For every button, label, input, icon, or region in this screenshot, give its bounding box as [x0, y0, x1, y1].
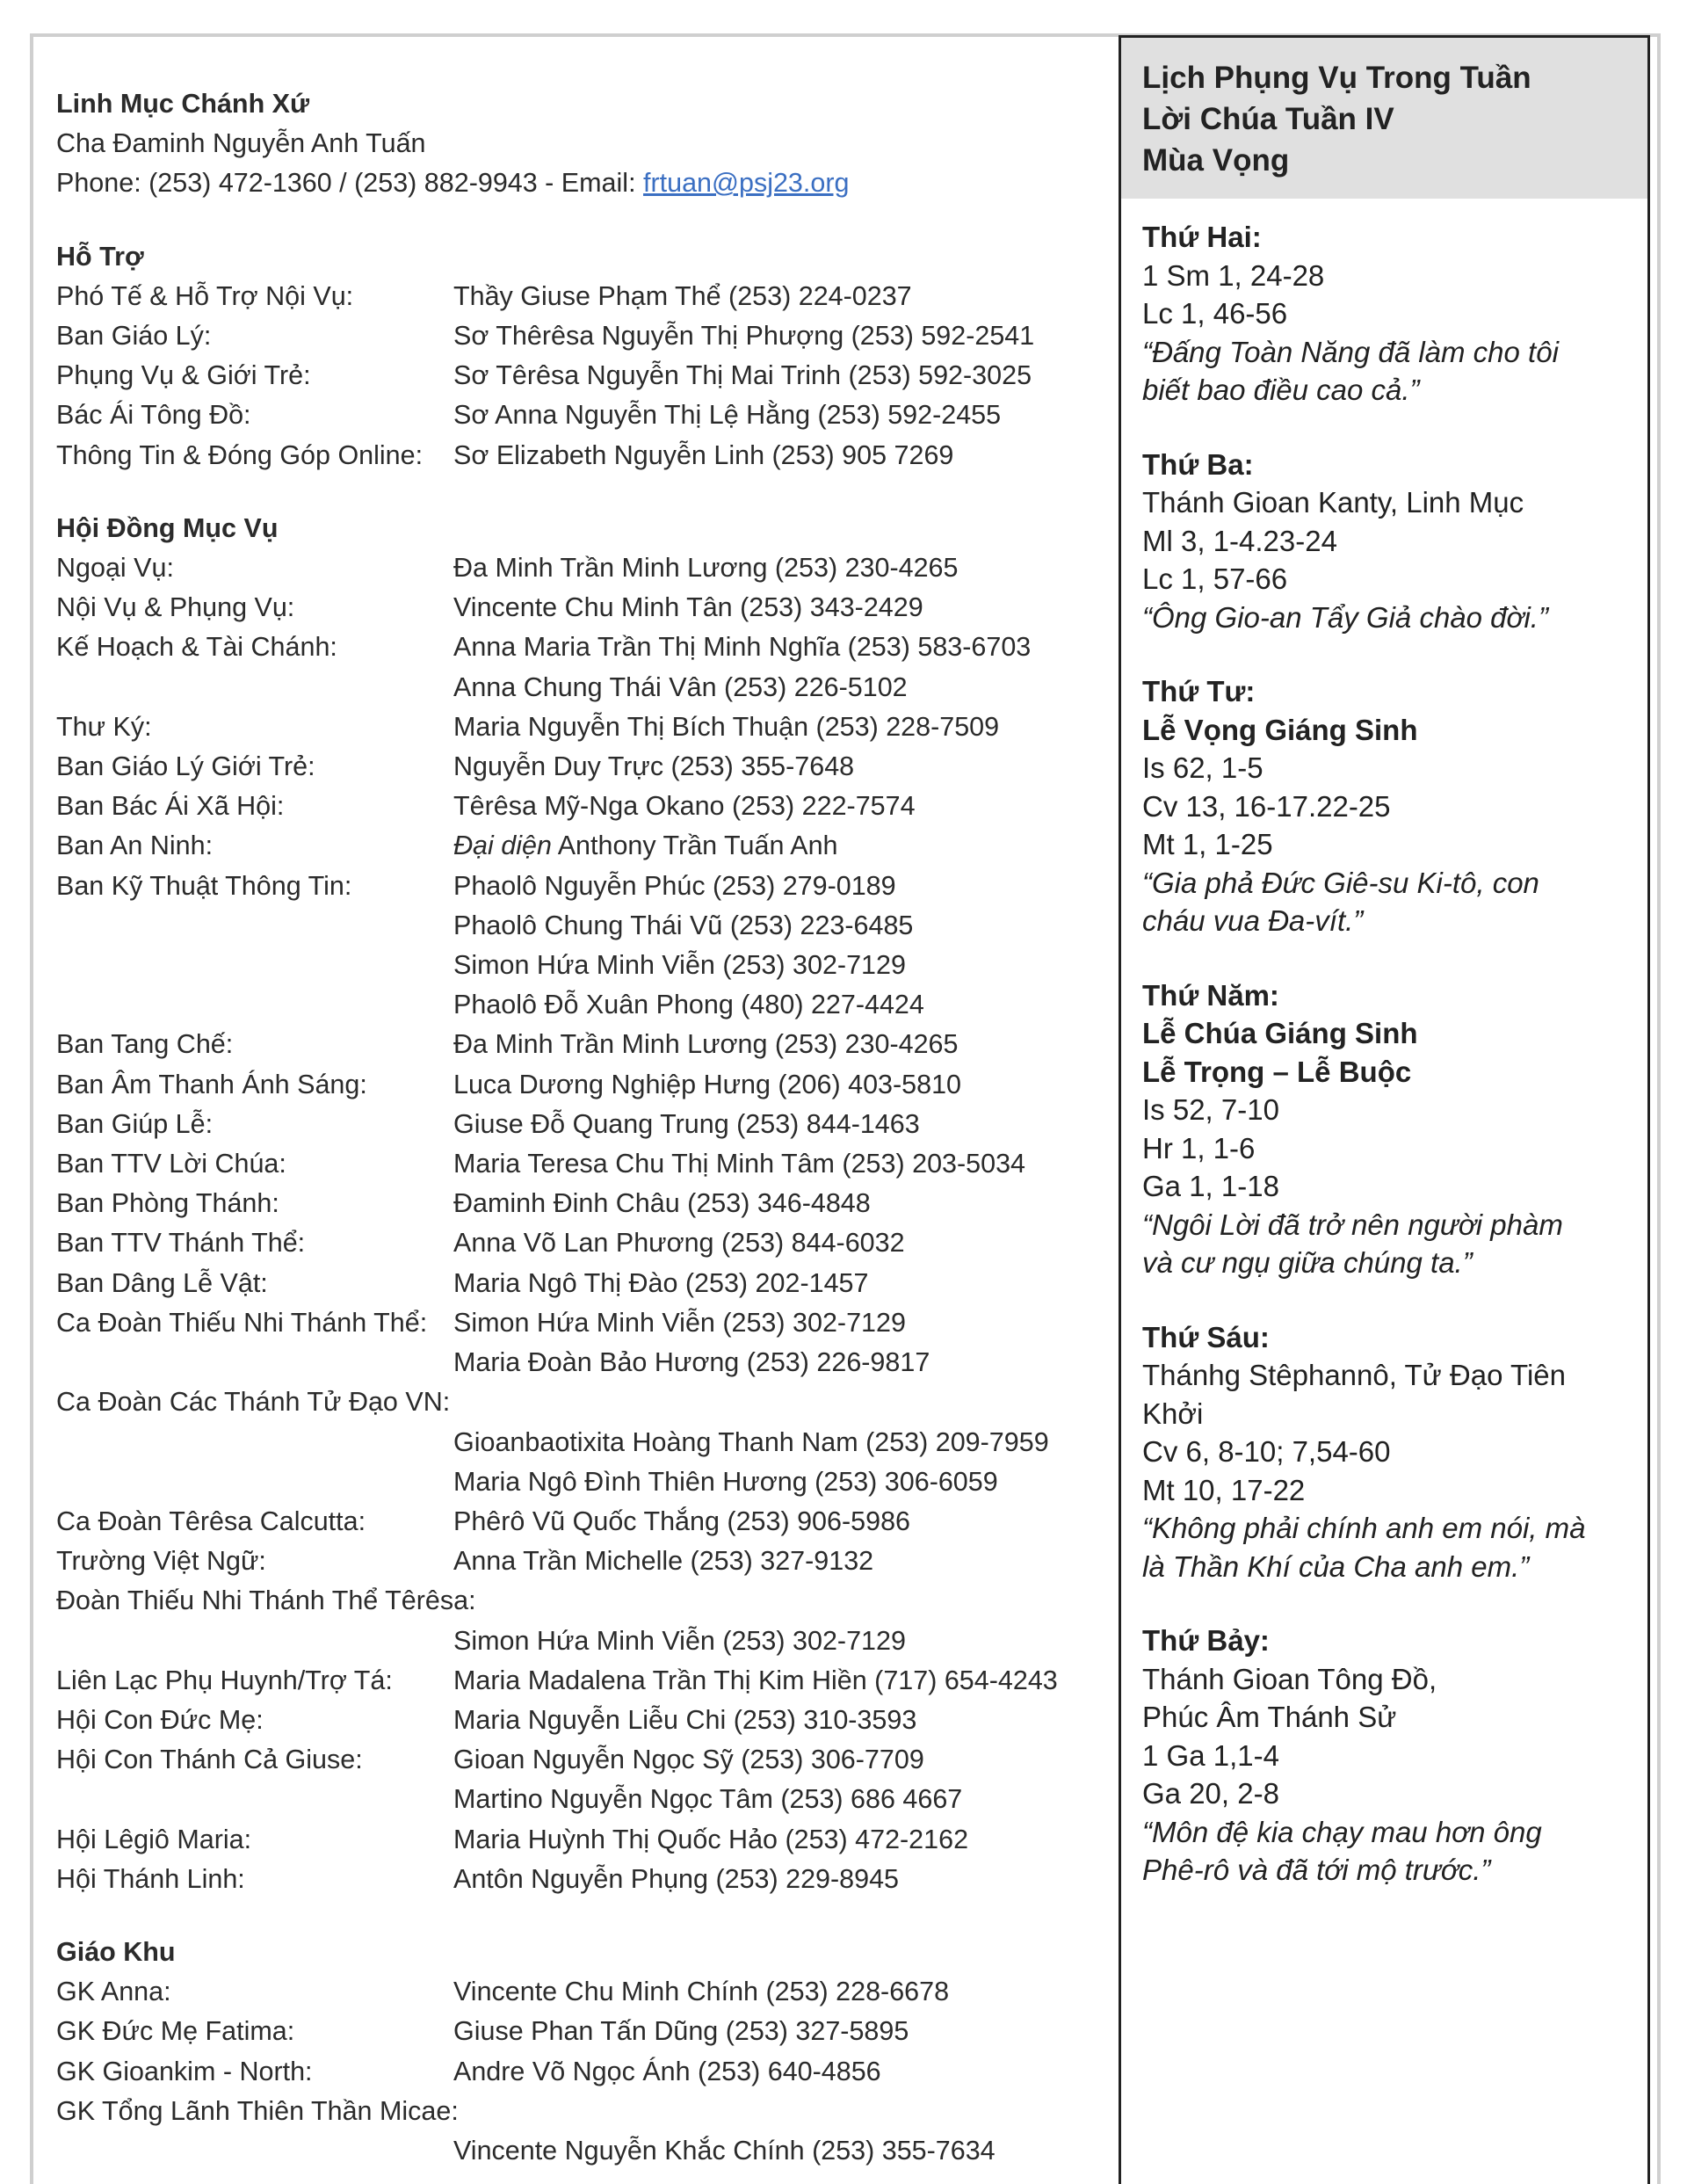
directory-person — [453, 1661, 1058, 1701]
directory-role — [56, 946, 453, 985]
gospel-quote: “Môn đệ kia chạy mau hơn ông — [1142, 1815, 1542, 1848]
directory-person-name: Simon Hứa Minh Viễn (253) 302-7129 — [453, 950, 906, 981]
directory-role: Thông Tin & Đóng Góp Online: — [56, 439, 424, 470]
scripture-reading: Lc 1, 46-56 — [1142, 297, 1288, 330]
directory-person-name: Vincente Chu Minh Tân (253) 343-2429 — [453, 592, 923, 623]
scripture-reading: 1 Sm 1, 24-28 — [1142, 258, 1325, 292]
scripture-reading: Ga 20, 2-8 — [1142, 1777, 1279, 1810]
directory-person-name: Gioanbaotixita Hoàng Thanh Nam (253) 209-7959 — [453, 1426, 1049, 1457]
directory-person-note: Đại diện — [453, 831, 552, 861]
gospel-quote: “Không phải chính anh em nói, mà — [1142, 1512, 1586, 1544]
directory-person — [453, 1740, 924, 1780]
gospel-quote: Phê-rô và đã tới mộ trước.” — [1142, 1854, 1491, 1886]
feast-name: Lễ Vọng Giáng Sinh — [1142, 713, 1418, 746]
directory-row — [56, 1780, 1093, 1819]
directory-role — [56, 1343, 453, 1382]
directory-role: Ban An Ninh: — [56, 831, 214, 861]
directory-person-name: Maria Madalena Trần Thị Kim Hiền (717) 654-4243 — [453, 1665, 1058, 1695]
directory-person-name: Maria Ngô Đình Thiên Hương (253) 306-6059 — [453, 1466, 998, 1497]
directory-row — [56, 1820, 1093, 1860]
directory-row — [56, 1972, 1093, 2012]
directory-role — [56, 1780, 453, 1819]
gospel-quote: “Ngôi Lời đã trở nên người phàm — [1142, 1208, 1563, 1241]
directory-person-name: Maria Teresa Chu Thị Minh Tâm (253) 203-5034 — [453, 1149, 1025, 1179]
gospel-quote: và cư ngụ giữa chúng ta.” — [1142, 1246, 1473, 1279]
directory-person-name: Têrêsa Mỹ-Nga Okano (253) 222-7574 — [453, 791, 916, 822]
directory-person — [453, 1105, 920, 1144]
directory-person-name: Nguyễn Duy Trực (253) 355-7648 — [453, 751, 855, 782]
directory-role: Ban TTV Thánh Thể: — [56, 1228, 306, 1259]
directory-person — [453, 1972, 949, 2012]
directory-row — [56, 1542, 1093, 1581]
directory-person — [453, 1701, 916, 1740]
directory-person — [453, 787, 916, 826]
directory-person — [453, 1264, 868, 1303]
directory-role: Thư Ký: — [56, 711, 152, 742]
directory-role: Trường Việt Ngữ: — [56, 1546, 266, 1577]
directory-person-name: Vincente Nguyễn Khắc Chính (253) 355-7634 — [453, 2135, 996, 2166]
directory-row — [56, 1343, 1093, 1382]
directory-role: GK Anna: — [56, 1977, 171, 2007]
directory-person — [453, 747, 854, 787]
liturgy-season: Mùa Vọng — [1142, 143, 1290, 178]
directory-person — [453, 1423, 1049, 1462]
directory-role: Hội Con Thánh Cả Giuse: — [56, 1745, 363, 1775]
directory-role — [56, 1423, 453, 1462]
scripture-reading: Lc 1, 57-66 — [1142, 562, 1288, 595]
directory-row — [56, 436, 1093, 475]
day-title: Thứ Bảy: — [1142, 1624, 1270, 1657]
directory-row — [56, 2012, 1093, 2051]
districts-heading: Giáo Khu — [56, 1936, 176, 1967]
day-title: Thứ Tư: — [1142, 675, 1256, 707]
directory-group-label: Ca Đoàn Các Thánh Tử Đạo VN: — [56, 1387, 451, 1418]
directory-person — [453, 356, 1032, 395]
directory-person — [453, 2131, 996, 2171]
directory-role — [56, 1462, 453, 1502]
directory-row — [56, 1462, 1093, 1502]
directory-role: Liên Lạc Phụ Huynh/Trợ Tá: — [56, 1665, 393, 1695]
liturgy-day — [1142, 446, 1626, 637]
directory-person — [453, 2052, 881, 2092]
directory-person-name: Simon Hứa Minh Viễn (253) 302-7129 — [453, 1307, 906, 1338]
directory-row — [56, 906, 1093, 946]
directory-role: Ban Kỹ Thuật Thông Tin: — [56, 870, 352, 901]
directory-person — [453, 1025, 958, 1064]
liturgy-day — [1142, 1318, 1626, 1586]
saint-name: Phúc Âm Thánh Sử — [1142, 1701, 1397, 1733]
scripture-reading: Ga 1, 1-18 — [1142, 1170, 1279, 1202]
directory-role: Ban Phòng Thánh: — [56, 1188, 279, 1219]
liturgy-panel — [1119, 35, 1650, 2184]
day-title: Thứ Năm: — [1142, 978, 1279, 1012]
directory-role: Hội Lêgiô Maria: — [56, 1824, 252, 1854]
directory-person — [453, 1820, 968, 1860]
directory-row — [56, 548, 1093, 588]
scripture-reading: Cv 13, 16-17.22-25 — [1142, 789, 1391, 823]
directory-role: Ban Tang Chế: — [56, 1029, 234, 1060]
directory-role: GK Gioankim - North: — [56, 2056, 313, 2086]
directory-row — [56, 2131, 1093, 2171]
day-title: Thứ Ba: — [1142, 447, 1254, 481]
directory-role: Nội Vụ & Phụng Vụ: — [56, 592, 295, 623]
directory-role: Ban Giáo Lý: — [56, 321, 212, 352]
directory-person — [453, 1144, 1025, 1184]
directory-person — [453, 277, 912, 316]
council-list — [56, 548, 1093, 1899]
directory-person — [453, 1780, 962, 1819]
directory-row — [56, 1423, 1093, 1462]
pastor-name: Cha Đaminh Nguyễn Anh Tuấn — [56, 128, 426, 159]
scripture-reading: Is 52, 7-10 — [1142, 1093, 1279, 1126]
directory-role: Bác Ái Tông Đồ: — [56, 400, 251, 431]
directory-person-name: Sơ Thêrêsa Nguyễn Thị Phượng (253) 592-2541 — [453, 321, 1035, 352]
directory-person — [453, 436, 953, 475]
directory-person — [453, 826, 838, 866]
directory-row — [56, 707, 1093, 747]
liturgy-day — [1142, 976, 1626, 1282]
day-title: Thứ Sáu: — [1142, 1320, 1270, 1353]
liturgy-week: Lời Chúa Tuần IV — [1142, 102, 1394, 136]
directory-person-name: Luca Dương Nghiệp Hưng (206) 403-5810 — [453, 1069, 961, 1099]
gospel-quote: biết bao điều cao cả.” — [1142, 374, 1420, 406]
day-title: Thứ Hai: — [1142, 221, 1262, 253]
saint-name: Thánhg Stêphannô, Tử Đạo Tiên — [1142, 1359, 1566, 1391]
directory-row — [56, 316, 1093, 356]
pastor-heading: Linh Mục Chánh Xứ — [56, 89, 310, 119]
directory-person-name: Maria Ngô Thị Đào (253) 202-1457 — [453, 1267, 869, 1298]
directory-role — [56, 668, 453, 707]
directory-person — [453, 628, 1031, 667]
directory-person-name: Maria Huỳnh Thị Quốc Hảo (253) 472-2162 — [453, 1824, 969, 1854]
council-heading: Hội Đồng Mục Vụ — [56, 512, 279, 543]
directory-person-name: Phaolô Đỗ Xuân Phong (480) 227-4424 — [453, 990, 924, 1020]
support-list — [56, 277, 1093, 475]
liturgy-day — [1142, 1622, 1626, 1890]
directory-row — [56, 747, 1093, 787]
directory-person — [453, 1502, 910, 1542]
scripture-reading: Hr 1, 1-6 — [1142, 1131, 1256, 1165]
gospel-quote: “Gia phả Đức Giê-su Ki-tô, con — [1142, 866, 1539, 899]
directory-person — [453, 946, 906, 985]
saint-name: Thánh Gioan Kanty, Linh Mục — [1142, 486, 1524, 519]
directory-person-name: Đa Minh Trần Minh Lương (253) 230-4265 — [453, 553, 959, 584]
directory-person — [453, 588, 923, 628]
directory-row — [56, 668, 1093, 707]
directory-person-name: Đaminh Đinh Châu (253) 346-4848 — [453, 1188, 871, 1219]
directory-person — [453, 316, 1034, 356]
directory-person-name: Anna Chung Thái Vân (253) 226-5102 — [453, 671, 908, 702]
directory-role: Hội Thánh Linh: — [56, 1863, 245, 1894]
directory-role: Phụng Vụ & Giới Trẻ: — [56, 360, 311, 391]
directory-person-name: Anna Võ Lan Phương (253) 844-6032 — [453, 1228, 905, 1259]
directory-role: Ban TTV Lời Chúa: — [56, 1149, 286, 1179]
directory-person-name: Vincente Chu Minh Chính (253) 228-6678 — [453, 1977, 950, 2007]
directory-row — [56, 588, 1093, 628]
directory-role: Ban Giúp Lễ: — [56, 1108, 214, 1139]
liturgy-title: Lịch Phụng Vụ Trong Tuần — [1142, 61, 1531, 95]
directory-role: Ban Giáo Lý Giới Trẻ: — [56, 751, 315, 782]
directory-person — [453, 707, 999, 747]
scripture-reading: Mt 1, 1-25 — [1142, 828, 1273, 860]
directory-person-name: Phêrô Vũ Quốc Thắng (253) 906-5986 — [453, 1506, 910, 1536]
saint-name: Thánh Gioan Tông Đồ, — [1142, 1662, 1437, 1695]
directory-person-name: Phaolô Chung Thái Vũ (253) 223-6485 — [453, 910, 914, 940]
directory-row — [56, 1860, 1093, 1899]
directory-person-name: Sơ Elizabeth Nguyễn Linh (253) 905 7269 — [453, 439, 954, 470]
directory-person-name: Anthony Trần Tuấn Anh — [551, 831, 838, 861]
directory-row — [56, 1223, 1093, 1263]
directory-row — [56, 985, 1093, 1025]
scripture-reading: Cv 6, 8-10; 7,54-60 — [1142, 1435, 1391, 1468]
pastor-email-link[interactable]: frtuan@psj23.org — [643, 168, 850, 199]
directory-role: Ban Âm Thanh Ánh Sáng: — [56, 1069, 367, 1099]
directory-row — [56, 787, 1093, 826]
liturgy-days — [1121, 199, 1647, 1890]
directory-person — [453, 668, 908, 707]
directory-role: Ban Dâng Lễ Vật: — [56, 1267, 268, 1298]
pastor-phone: Phone: (253) 472-1360 / (253) 882-9943 - Email: — [56, 168, 644, 199]
directory-person — [453, 1622, 906, 1661]
directory-row — [56, 1303, 1093, 1343]
gospel-quote: là Thần Khí của Cha anh em.” — [1142, 1549, 1530, 1583]
saint-name: Khởi — [1142, 1397, 1204, 1430]
directory-row — [56, 1740, 1093, 1780]
directory-row — [56, 826, 1093, 866]
directory-person-name: Giuse Đỗ Quang Trung (253) 844-1463 — [453, 1108, 920, 1139]
directory-role — [56, 906, 453, 946]
directory-person-name: Simon Hứa Minh Viễn (253) 302-7129 — [453, 1625, 906, 1656]
directory-row — [56, 1105, 1093, 1144]
directory-group-label: GK Tổng Lãnh Thiên Thần Micae: — [56, 2095, 459, 2126]
districts-list — [56, 1972, 1093, 2171]
directory-row — [56, 1065, 1093, 1105]
directory-person-name: Maria Nguyễn Liễu Chi (253) 310-3593 — [453, 1704, 917, 1735]
directory-person — [453, 1184, 871, 1223]
directory-person-name: Gioan Nguyễn Ngọc Sỹ (253) 306-7709 — [453, 1745, 924, 1775]
directory-role — [56, 985, 453, 1025]
directory-person — [453, 1303, 906, 1343]
directory-person-name: Đa Minh Trần Minh Lương (253) 230-4265 — [453, 1029, 959, 1060]
directory-person-name: Thầy Giuse Phạm Thể (253) 224-0237 — [453, 280, 912, 311]
directory-role — [56, 1622, 453, 1661]
directory-row — [56, 946, 1093, 985]
directory-person — [453, 395, 1001, 435]
gospel-quote: cháu vua Đa-vít.” — [1142, 904, 1364, 937]
directory-role: Hội Con Đức Mẹ: — [56, 1704, 264, 1735]
directory-row — [56, 1661, 1093, 1701]
directory-person-name: Maria Đoàn Bảo Hương (253) 226-9817 — [453, 1347, 930, 1378]
directory-role: Ngoại Vụ: — [56, 553, 174, 584]
directory-role: Kế Hoạch & Tài Chánh: — [56, 632, 337, 663]
scripture-reading: Mt 10, 17-22 — [1142, 1473, 1306, 1506]
directory-person — [453, 1462, 998, 1502]
directory-row — [56, 867, 1093, 906]
directory-person-name: Phaolô Nguyễn Phúc (253) 279-0189 — [453, 870, 896, 901]
directory-person — [453, 1223, 905, 1263]
directory-role: Ban Bác Ái Xã Hội: — [56, 791, 285, 822]
directory-row — [56, 395, 1093, 435]
support-heading: Hỗ Trợ — [56, 241, 144, 272]
directory-role: Ca Đoàn Têrêsa Calcutta: — [56, 1506, 366, 1536]
directory-row — [56, 1622, 1093, 1661]
directory-person-name: Sơ Têrêsa Nguyễn Thị Mai Trinh (253) 592-3025 — [453, 360, 1032, 391]
directory-person-name: Anna Trần Michelle (253) 327-9132 — [453, 1546, 874, 1577]
directory-row — [56, 1701, 1093, 1740]
directory-role: GK Đức Mẹ Fatima: — [56, 2016, 295, 2047]
directory-person — [453, 548, 958, 588]
directory-role — [56, 2131, 453, 2171]
directory-person — [453, 985, 924, 1025]
scripture-reading: 1 Ga 1,1-4 — [1142, 1738, 1279, 1772]
directory-person-name: Martino Nguyễn Ngọc Tâm (253) 686 4667 — [453, 1784, 963, 1815]
directory-role: Ca Đoàn Thiếu Nhi Thánh Thể: — [56, 1307, 428, 1338]
directory-person-name: Maria Nguyễn Thị Bích Thuận (253) 228-7509 — [453, 711, 1000, 742]
directory-column — [56, 84, 1093, 2171]
liturgy-day — [1142, 218, 1626, 410]
directory-person-name: Andre Võ Ngọc Ánh (253) 640-4856 — [453, 2056, 881, 2086]
directory-group-label: Đoàn Thiếu Nhi Thánh Thể Têrêsa: — [56, 1585, 476, 1616]
scripture-reading: Is 62, 1-5 — [1142, 751, 1263, 784]
directory-person — [453, 906, 913, 946]
gospel-quote: “Ông Gio-an Tẩy Giả chào đời.” — [1142, 600, 1548, 634]
directory-person — [453, 1860, 899, 1899]
directory-role: Phó Tế & Hỗ Trợ Nội Vụ: — [56, 280, 354, 311]
directory-row — [56, 2052, 1093, 2092]
directory-person — [453, 867, 896, 906]
directory-person-name: Anna Maria Trần Thị Minh Nghĩa (253) 583-6703 — [453, 632, 1032, 663]
directory-person — [453, 1343, 930, 1382]
directory-row — [56, 277, 1093, 316]
directory-row — [56, 1025, 1093, 1064]
liturgy-header — [1121, 38, 1647, 199]
gospel-quote: “Đấng Toàn Năng đã làm cho tôi — [1142, 335, 1559, 368]
feast-name: Lễ Chúa Giáng Sinh — [1142, 1017, 1418, 1049]
directory-row — [56, 1184, 1093, 1223]
directory-person — [453, 2012, 909, 2051]
directory-row — [56, 356, 1093, 395]
directory-person-name: Antôn Nguyễn Phụng (253) 229-8945 — [453, 1863, 900, 1894]
pastor-contact — [56, 163, 1093, 203]
directory-person-name: Sơ Anna Nguyễn Thị Lệ Hằng (253) 592-2455 — [453, 400, 1002, 431]
directory-row — [56, 1144, 1093, 1184]
directory-person-name: Giuse Phan Tấn Dũng (253) 327-5895 — [453, 2016, 909, 2047]
directory-row — [56, 628, 1093, 667]
scripture-reading: Ml 3, 1-4.23-24 — [1142, 524, 1337, 557]
directory-person — [453, 1065, 961, 1105]
feast-name: Lễ Trọng – Lễ Buộc — [1142, 1055, 1412, 1088]
liturgy-day — [1142, 672, 1626, 940]
directory-row — [56, 1264, 1093, 1303]
directory-row — [56, 1502, 1093, 1542]
directory-person — [453, 1542, 873, 1581]
